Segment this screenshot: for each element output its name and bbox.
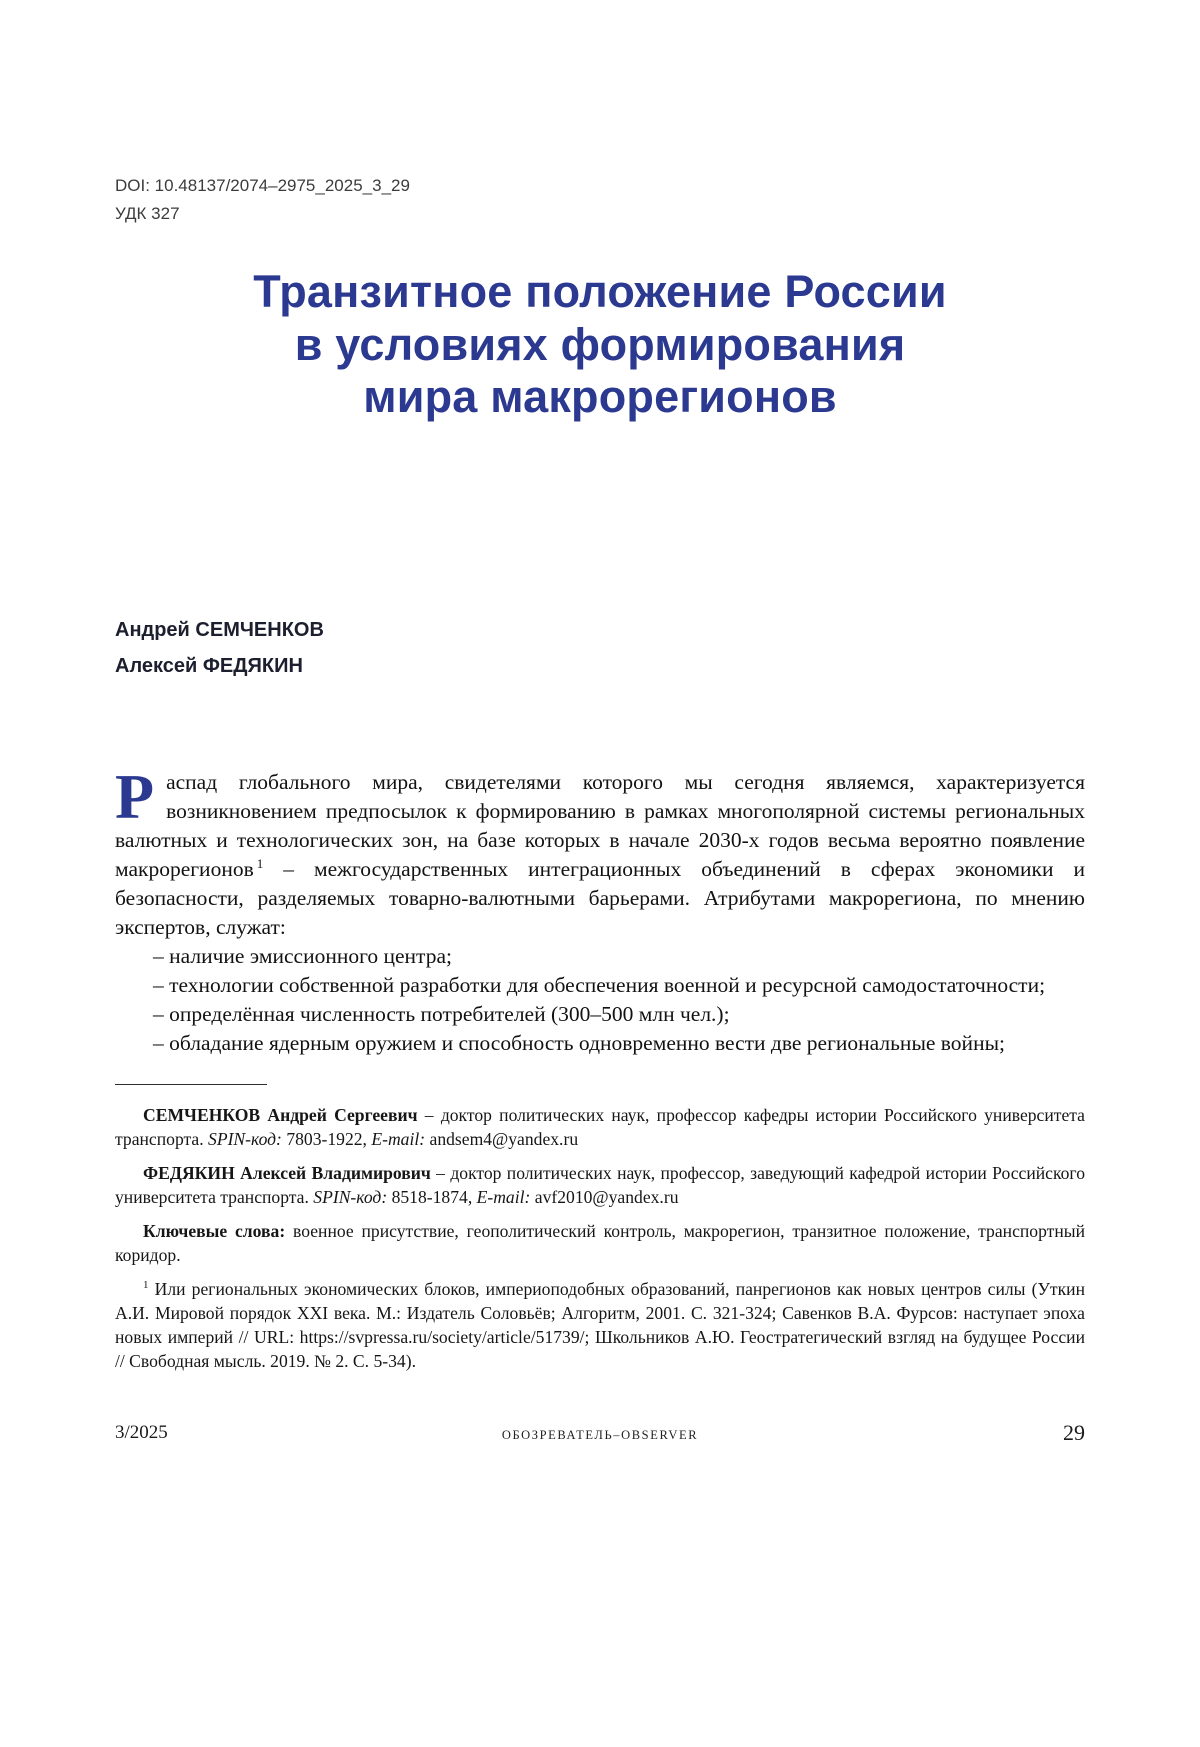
email-label: E-mail:: [476, 1187, 531, 1208]
keywords-label: Ключевые слова:: [143, 1221, 286, 1242]
footnote-block: [115, 1103, 1085, 1373]
spin-label: SPIN-код:: [208, 1129, 282, 1150]
email-value: avf2010@yandex.ru: [530, 1187, 679, 1208]
title-line-3: мира макрорегионов: [363, 371, 837, 423]
body-list-item-3: – определённая численность потребителей (300–500 млн чел.);: [153, 1002, 730, 1027]
lead-paragraph: [115, 761, 1085, 942]
author-note-1-affiliation: – доктор политических наук, профессор кафедры истории Российского университета транспорта.: [115, 1105, 1085, 1150]
keywords-text: военное присутствие, геополитический контроль, макрорегион, транзитное положение, транспортный коридор.: [115, 1221, 1085, 1266]
footer-journal-name: ОБОЗРЕВАТЕЛЬ–OBSERVER: [501, 1428, 699, 1442]
doi-line: DOI: 10.48137/2074–2975_2025_3_29: [115, 176, 410, 195]
footnote-ref-1: 1: [256, 855, 264, 871]
footnote-1: [115, 1277, 1085, 1373]
article-body: [115, 761, 1085, 1058]
spin-value: 7803-1922,: [281, 1129, 372, 1150]
author-note-2-affiliation: – доктор политических наук, профессор, заведующий кафедрой истории Российского университета транспорта.: [115, 1163, 1085, 1208]
drop-cap: Р: [115, 761, 155, 833]
footer-issue-number: 3/2025: [115, 1422, 168, 1443]
body-list-item-2: – технологии собственной разработки для обеспечения военной и ресурсной самодостаточности;: [153, 973, 1046, 998]
lead-text-1: аспад глобального мира, свидетелями которого мы сегодня являемся, характеризуется возникновением предпосылок к формированию в рамках многополярной системы региональных валютных и технологических зон, на базе которых в начале 2030-х годов весьма вероятно появление макрорегионов: [115, 770, 1085, 882]
keywords: [115, 1219, 1085, 1267]
authors-block: [115, 612, 1085, 684]
footer-page-number: 29: [1063, 1420, 1085, 1445]
footnote-separator: [115, 1084, 267, 1085]
author-name-2: Алексей ФЕДЯКИН: [115, 655, 303, 678]
title-line-1: Транзитное положение России: [253, 266, 947, 318]
spin-value: 8518-1874,: [387, 1187, 477, 1208]
body-list-item-1: – наличие эмиссионного центра;: [153, 944, 452, 969]
body-list-item-4: – обладание ядерным оружием и способность одновременно вести две региональные войны;: [153, 1031, 1005, 1056]
udc-line: УДК 327: [115, 204, 180, 224]
page-footer: [115, 1420, 1085, 1450]
article-title: [115, 266, 1085, 424]
spin-label: SPIN-код:: [313, 1187, 388, 1208]
footnote-1-text: Или региональных экономических блоков, империоподобных образований, панрегионов как новых центров силы (Уткин А.И. Мировой порядок XXI века. М.: Издатель Соловьёв; Алгоритм, 2001. С. 321-324; Савенков В.А. Фурсов: наступает эпоха новых империй // URL: https://svpressa.ru/society/article/51739/; Школьников А.Ю. Геостратегический взгляд на будущее России // Свободная мысль. 2019. № 2. С. 5-34).: [115, 1279, 1085, 1372]
author-note-2-name: ФЕДЯКИН Алексей Владимирович: [143, 1163, 431, 1184]
author-note-1: [115, 1103, 1085, 1151]
email-label: E-mail:: [371, 1129, 426, 1150]
author-note-1-name: СЕМЧЕНКОВ Андрей Сергеевич: [143, 1105, 418, 1126]
lead-text-2: – межгосударственных интеграционных объединений в сферах экономики и безопасности, разделяемых товарно-валютными барьерами. Атрибутами макрорегиона, по мнению экспертов, служат:: [115, 857, 1085, 940]
article-meta: [115, 0, 1085, 228]
footnote-1-marker: 1: [143, 1279, 149, 1292]
author-name-1: Андрей СЕМЧЕНКОВ: [115, 619, 324, 642]
author-note-2: [115, 1161, 1085, 1209]
title-line-2: в условиях формирования: [294, 318, 906, 370]
email-value: andsem4@yandex.ru: [425, 1129, 579, 1150]
